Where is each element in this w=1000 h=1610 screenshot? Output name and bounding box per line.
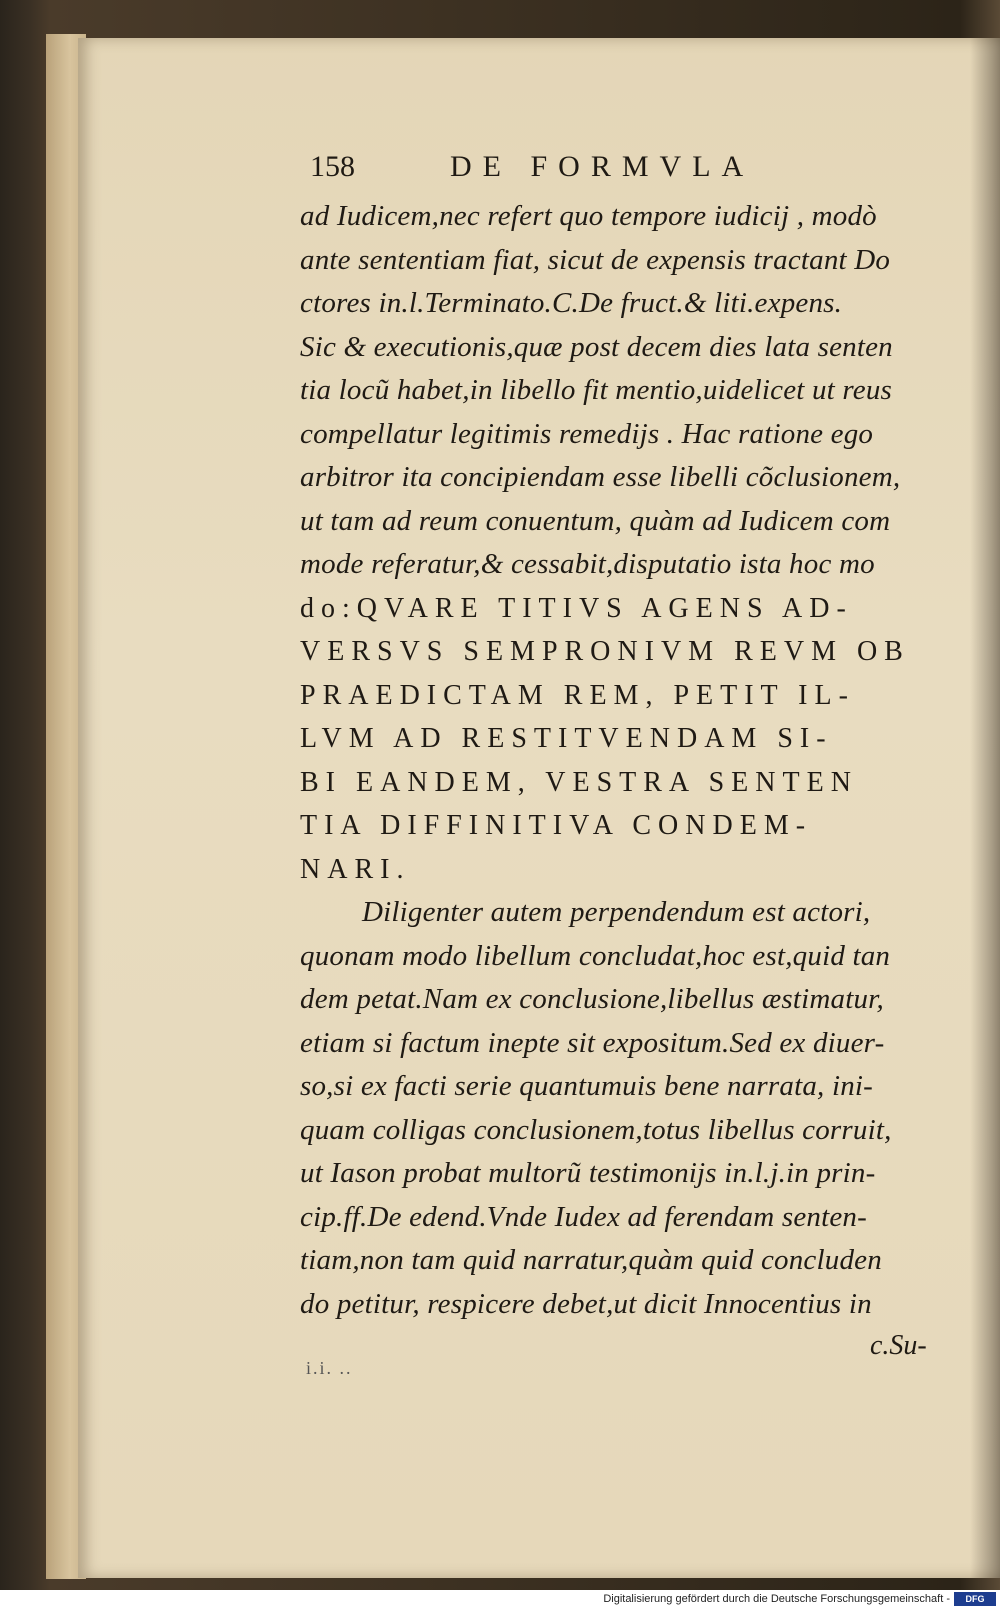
- text-line-caps: TIA DIFFINITIVA CONDEM-: [300, 810, 813, 841]
- text-line: tia locũ habet,in libello fit mentio,uidelicet ut reus: [300, 374, 893, 406]
- text-line-caps: PRAEDICTAM REM, PETIT IL-: [300, 679, 855, 711]
- body-text: [300, 195, 940, 1326]
- text-line: so,si ex facti serie quantumuis bene narrata, ini-: [300, 1070, 874, 1102]
- text-line: cip.ff.De edend.Vnde Iudex ad ferendam senten-: [300, 1200, 867, 1233]
- text-line: ante sententiam fiat, sicut de expensis tractant Do: [300, 243, 891, 276]
- text-line: mode referatur,& cessabit,disputatio ista hoc mo: [300, 548, 875, 580]
- text-line: Sic & executionis,quæ post decem dies lata senten: [300, 330, 893, 363]
- text-line: etiam si factum inepte sit expositum.Sed ex diuer-: [300, 1026, 885, 1059]
- signature-marks: i.i. ..: [306, 1358, 353, 1378]
- text-line-caps: do:QVARE TITIVS AGENS AD-: [300, 592, 853, 624]
- paragraph-start-line: Diligenter autem perpendendum est actori,: [362, 896, 871, 928]
- text-line: do petitur, respicere debet,ut dicit Innocentius in: [300, 1287, 872, 1320]
- text-line: ad Iudicem,nec refert quo tempore iudicij , modò: [300, 200, 877, 232]
- catchword: c.Su-: [870, 1330, 927, 1361]
- text-line: ut Iason probat multorũ testimonijs in.l.j.in prin-: [300, 1157, 876, 1189]
- running-head: [310, 150, 830, 190]
- text-line-caps: NARI.: [300, 853, 411, 885]
- text-line-caps: BI EANDEM, VESTRA SENTEN: [300, 766, 858, 798]
- text-line: ctores in.l.Terminato.C.De fruct.& liti.expens.: [300, 287, 843, 319]
- page-number: 158: [310, 150, 355, 183]
- text-line-caps: LVM AD RESTITVENDAM SI-: [300, 723, 833, 754]
- text-line-caps: VERSVS SEMPRONIVM REVM OB: [300, 636, 910, 667]
- text-line: ut tam ad reum conuentum, quàm ad Iudicem com: [300, 504, 891, 537]
- text-line: arbitror ita concipiendam esse libelli cõclusionem,: [300, 461, 901, 493]
- dfg-logo: DFG: [954, 1592, 996, 1606]
- text-line: quonam modo libellum concludat,hoc est,quid tan: [300, 939, 891, 972]
- text-line: dem petat.Nam ex conclusione,libellus æstimatur,: [300, 983, 884, 1015]
- text-line: tiam,non tam quid narratur,quàm quid concluden: [300, 1244, 882, 1276]
- text-line: compellatur legitimis remedijs . Hac ratione ego: [300, 417, 874, 450]
- text-line: quam colligas conclusionem,totus libellus corruit,: [300, 1113, 892, 1146]
- digitization-footer: [0, 1590, 1000, 1610]
- page-title: DE FORMVLA: [450, 150, 755, 183]
- footer-credit: Digitalisierung gefördert durch die Deutsche Forschungsgemeinschaft -: [603, 1593, 950, 1605]
